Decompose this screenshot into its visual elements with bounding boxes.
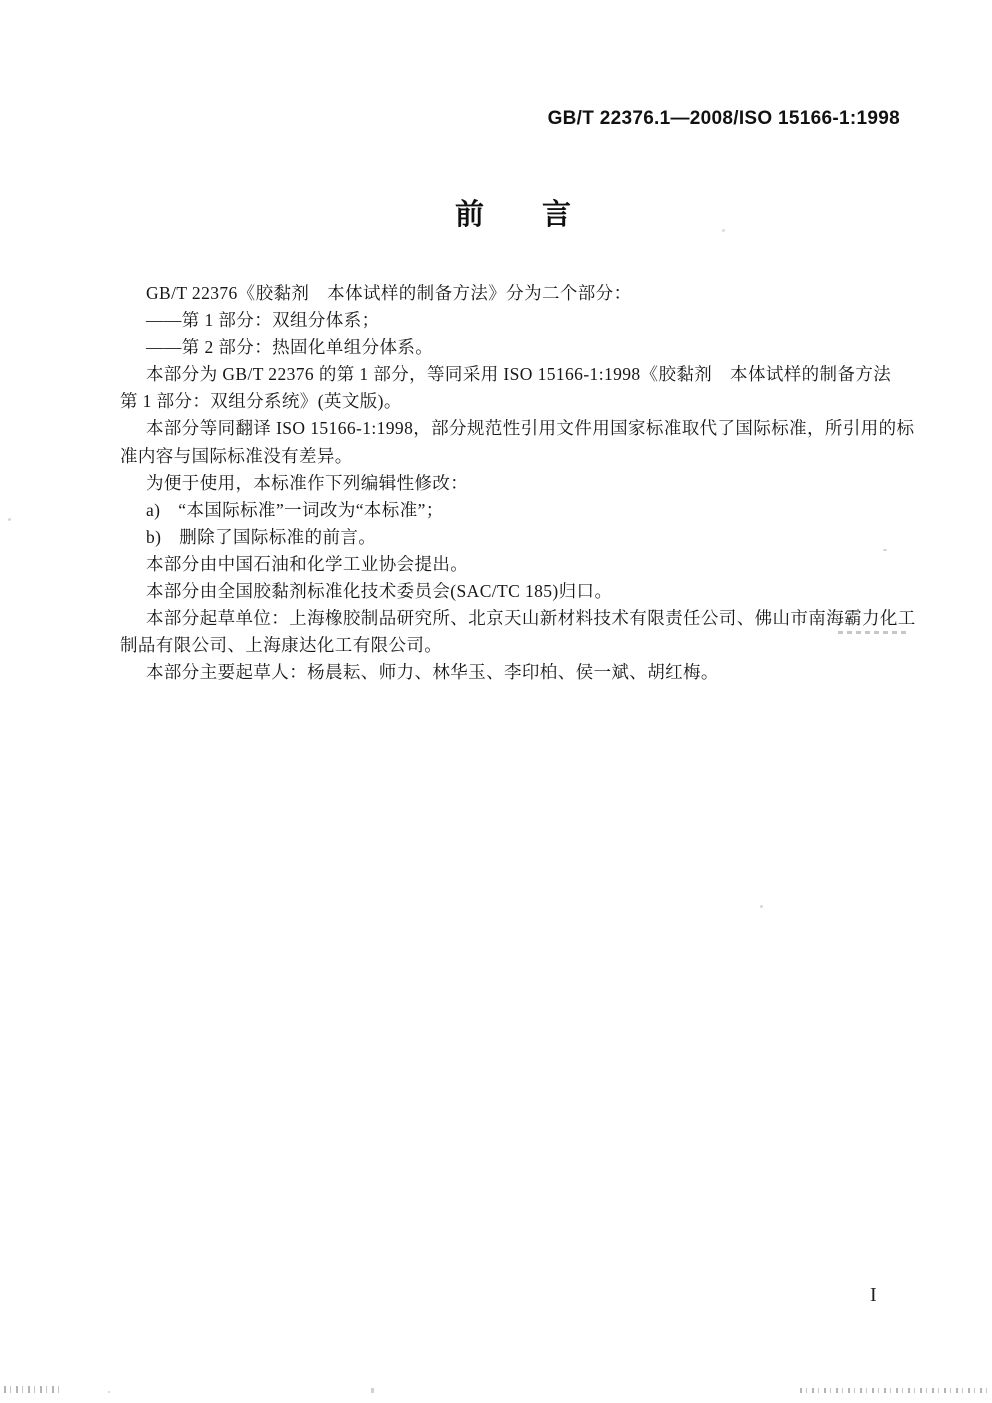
paragraph-line: 第 1 部分：双组分系统》(英文版)。	[120, 391, 402, 412]
paragraph-line: 制品有限公司、上海康达化工有限公司。	[120, 635, 443, 656]
paragraph-line: 本部分等同翻译 ISO 15166-1:1998，部分规范性引用文件用国家标准取代了国际标准，所引用的标	[146, 418, 915, 439]
paragraph-line: 本部分由中国石油和化学工业协会提出。	[146, 553, 469, 574]
standard-code-header: GB/T 22376.1—2008/ISO 15166-1:1998	[547, 108, 900, 129]
scan-artifact	[371, 1388, 374, 1393]
foreword-body	[120, 280, 920, 686]
paragraph-line: 准内容与国际标准没有差异。	[120, 445, 353, 466]
page-number: I	[870, 1284, 877, 1306]
scan-artifact	[760, 905, 763, 908]
page-title: 前 言	[454, 199, 571, 231]
paragraph-line: 本部分主要起草人：杨晨耘、师力、林华玉、李印柏、侯一斌、胡红梅。	[146, 662, 719, 683]
paragraph-line: GB/T 22376《胶黏剂 本体试样的制备方法》分为二个部分：	[146, 283, 632, 303]
paragraph-line: 为便于使用，本标准作下列编辑性修改：	[146, 472, 469, 493]
paragraph-line: ——第 1 部分：双组分体系；	[146, 310, 380, 331]
paragraph-line: 本部分起草单位：上海橡胶制品研究所、北京天山新材料技术有限责任公司、佛山市南海霸力化工	[146, 608, 916, 629]
paragraph-line: 本部分为 GB/T 22376 的第 1 部分，等同采用 ISO 15166-1:1998《胶黏剂 本体试样的制备方法	[146, 364, 892, 385]
paragraph-line: ——第 2 部分：热固化单组分体系。	[146, 337, 434, 358]
scan-artifact	[722, 229, 725, 232]
paragraph-line: b) 删除了国际标准的前言。	[146, 526, 377, 547]
scan-artifact	[838, 631, 906, 634]
scan-artifact	[883, 549, 887, 551]
paragraph-line: a) “本国际标准”一词改为“本标准”；	[146, 499, 444, 520]
paragraph-line: 本部分由全国胶黏剂标准化技术委员会(SAC/TC 185)归口。	[146, 581, 613, 602]
scan-artifact	[8, 518, 11, 521]
scan-artifact	[108, 1391, 110, 1393]
scan-artifact	[4, 1386, 60, 1393]
scan-artifact	[800, 1388, 988, 1393]
